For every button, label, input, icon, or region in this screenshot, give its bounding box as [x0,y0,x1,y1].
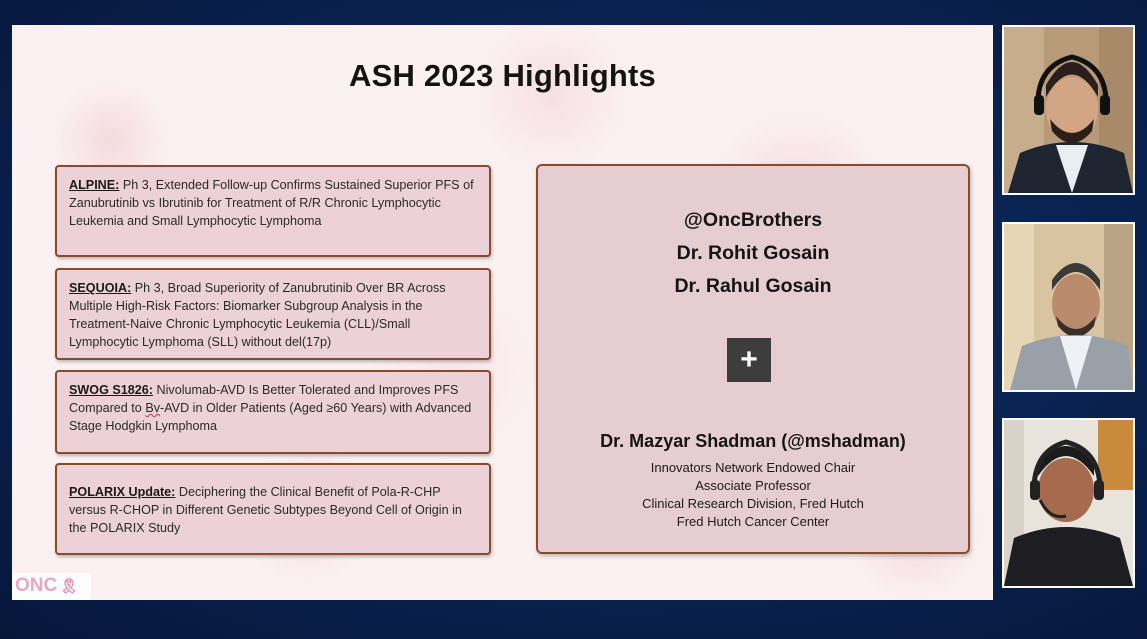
card-text: Ph 3, Extended Follow-up Confirms Sustained Superior PFS of Zanubrutinib vs Ibrutinib for Treatment of R/R Chronic Lymphocytic Leukemia and Small Lymphocytic Lymphoma [69,178,474,228]
logo-text: ONC [15,575,58,596]
participant-video-icon [1004,27,1133,193]
podcast-handle: @OncBrothers [683,209,823,231]
guest-title: Clinical Research Division, Fred Hutch [642,496,864,511]
plus-icon: + [727,338,771,382]
participant-video-tile-1[interactable] [1002,25,1135,195]
card-text: Nivolumab-AVD Is Better Tolerated and Improves PFS Compared to [69,383,459,415]
participant-video-icon [1004,224,1133,390]
guest-name: Dr. Mazyar Shadman (@mshadman) [600,431,906,451]
guest-title: Associate Professor [695,478,811,493]
card-text: Ph 3, Broad Superiority of Zanubrutinib Over BR Across Multiple High-Risk Factors: Biomarker Subgroup Analysis in the Treatment-Naive Chronic Lymphocytic Leukemia (CLL)/Small Lymphocytic Lymphoma (SLL) without del(17p) [69,281,446,349]
host-name: Dr. Rahul Gosain [674,275,832,297]
host-name: Dr. Rohit Gosain [676,242,830,264]
speaker-panel [536,164,970,554]
participant-video-tile-3[interactable] [1002,418,1135,588]
card-text: Deciphering the Clinical Benefit of Pola-R-CHP versus R-CHOP in Different Genetic Subtypes Beyond Cell of Origin in the POLARIX Study [69,485,462,535]
onc-logo [12,573,91,600]
spellcheck-flagged-word: Bv [145,401,161,415]
participant-video-tile-2[interactable] [1002,222,1135,392]
guest-title: Innovators Network Endowed Chair [650,460,856,475]
card-lead: POLARIX Update: [69,485,176,499]
slide-title: ASH 2023 Highlights [349,58,656,93]
highlight-card-swog [55,370,491,454]
card-lead: SWOG S1826: [69,383,153,397]
awareness-ribbon-icon: 🎗 [59,578,79,595]
presentation-slide [12,25,993,600]
card-lead: SEQUOIA: [69,281,132,295]
highlight-card-alpine [55,165,491,257]
card-text: -AVD in Older Patients (Aged ≥60 Years) with Advanced Stage Hodgkin Lymphoma [69,401,472,433]
highlight-card-polarix [55,463,491,555]
guest-title: Fred Hutch Cancer Center [676,514,830,529]
highlight-card-sequoia [55,268,491,360]
card-lead: ALPINE: [69,178,120,192]
participant-video-icon [1004,420,1133,586]
